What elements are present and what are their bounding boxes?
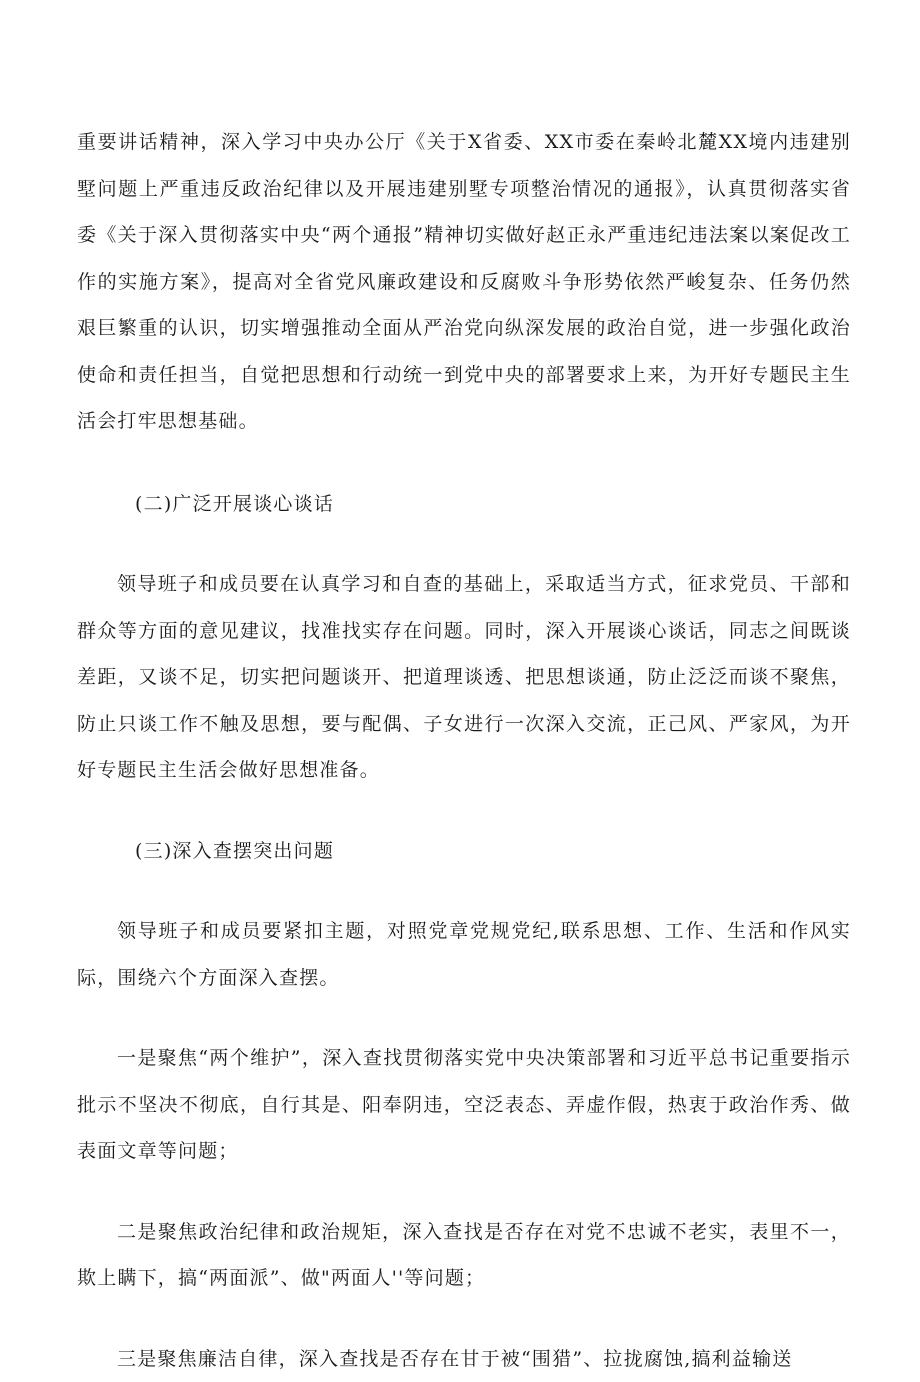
document-body [77,119,851,1382]
paragraph-study-spirit: 重要讲话精神，深入学习中央办公厅《关于X省委、XX市委在秦岭北麓XX境内违建别墅问题上严重违反政治纪律以及开展违建别墅专项整治情况的通报》，认真贯彻落实省委《关于深入贯彻落实中央“两个通报”精神切实做好赵正永严重违纪违法案以案促改工作的实施方案》，提高对全省党风廉政建设和反腐败斗争形势依然严峻复杂、任务仍然艰巨繁重的认识，切实增强推动全面从严治党向纵深发展的政治自觉，进一步强化政治使命和责任担当，自觉把思想和行动统一到党中央的部署要求上来，为开好专题民主生活会打牢思想基础。 [77,119,851,445]
section-heading-3: (三)深入查摆突出问题 [77,828,851,875]
paragraph-find-problems: 领导班子和成员要紧扣主题，对照党章党规党纪,联系思想、工作、生活和作风实际，围绕六个方面深入查摆。 [77,908,851,1001]
paragraph-item-three: 三是聚焦廉洁自律，深入查找是否存在甘于被“围猎”、拉拢腐蚀,搞利益输送 [77,1336,851,1382]
section-heading-2: (二)广泛开展谈心谈话 [77,481,851,528]
paragraph-item-one: 一是聚焦“两个维护”，深入查找贯彻落实党中央决策部署和习近平总书记重要指示批示不坚决不彻底，自行其是、阳奉阴违，空泛表态、弄虚作假，热衷于政治作秀、做表面文章等问题； [77,1035,851,1175]
paragraph-item-two: 二是聚焦政治纪律和政治规矩，深入查找是否存在对党不忠诚不老实，表里不一，欺上瞒下，搞“两面派”、做"两面人''等问题； [77,1209,851,1302]
paragraph-heart-talks: 领导班子和成员要在认真学习和自查的基础上，采取适当方式，征求党员、干部和群众等方面的意见建议，找准找实存在问题。同时，深入开展谈心谈话，同志之间既谈差距，又谈不足，切实把问题谈开、把道理谈透、把思想谈通，防止泛泛而谈不聚焦，防止只谈工作不触及思想，要与配偶、子女进行一次深入交流，正己风、严家风，为开好专题民主生活会做好思想准备。 [77,561,851,794]
